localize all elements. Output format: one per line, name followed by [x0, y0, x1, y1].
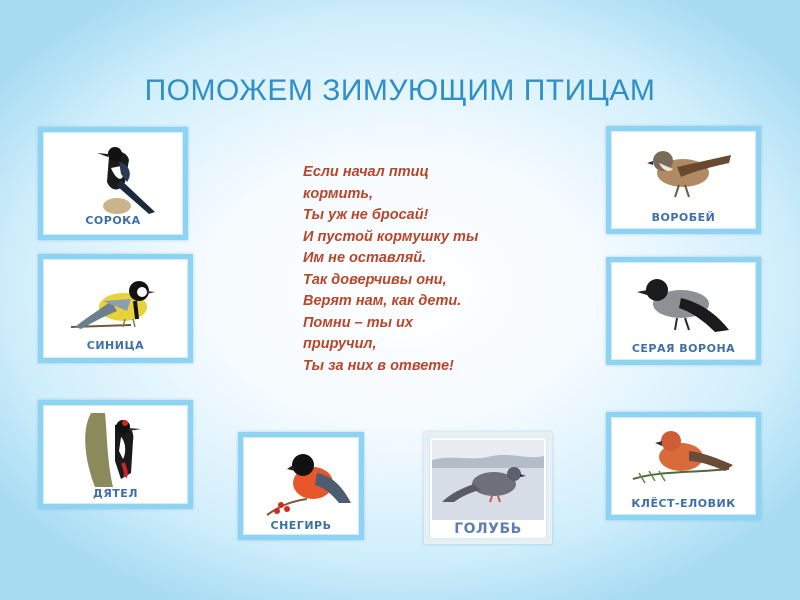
bird-label: ВОРОБЕЙ — [651, 211, 716, 224]
bird-card-pigeon — [424, 432, 552, 544]
bird-card-sparrow — [606, 126, 761, 234]
bird-card-tit — [38, 254, 193, 363]
poem-line: приручил, — [303, 336, 377, 352]
bird-label: СНЕГИРЬ — [270, 519, 332, 532]
bird-label: КЛЁСТ-ЕЛОВИК — [631, 497, 736, 510]
bird-label: СИНИЦА — [86, 339, 145, 352]
poem-line: Помни – ты их — [303, 314, 413, 331]
pigeon-illustration — [432, 440, 544, 520]
bird-label: ДЯТЕЛ — [93, 487, 138, 500]
crossbill-illustration — [619, 423, 754, 499]
bird-label: СЕРАЯ ВОРОНА — [631, 342, 736, 355]
bird-card-bullfinch — [238, 432, 364, 540]
page-title: ПОМОЖЕМ ЗИМУЮЩИМ ПТИЦАМ — [144, 74, 656, 107]
bird-card-hooded-crow — [606, 257, 761, 365]
poem-line: Им не оставляй. — [303, 250, 427, 266]
sparrow-illustration — [619, 137, 754, 213]
tit-illustration — [51, 265, 186, 345]
poem-line: И пустой кормушку ты — [303, 228, 479, 245]
bullfinch-illustration — [251, 443, 359, 521]
poem-line: Ты за них в ответе! — [303, 357, 454, 374]
poem-line: Ты уж не бросай! — [303, 207, 429, 223]
poem-line: Верят нам, как дети. — [303, 293, 462, 309]
bird-card-woodpecker — [38, 400, 193, 509]
bird-label: СОРОКА — [85, 214, 141, 227]
woodpecker-illustration — [51, 411, 186, 489]
bird-label: ГОЛУБЬ — [454, 521, 522, 537]
poem — [303, 162, 543, 377]
bird-card-crossbill — [606, 412, 761, 520]
magpie-illustration — [51, 138, 181, 218]
poem-line: кормить, — [303, 185, 373, 202]
crow-illustration — [619, 268, 754, 344]
poem-line: Если начал птиц — [303, 164, 429, 180]
poem-line: Так доверчивы они, — [303, 271, 447, 288]
bird-card-magpie — [38, 127, 188, 240]
